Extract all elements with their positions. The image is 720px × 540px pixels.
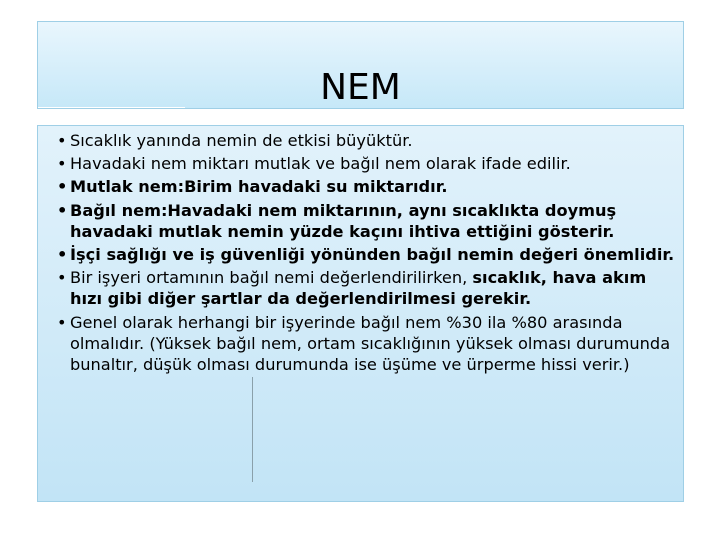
bullet-item (46, 267, 682, 309)
bullet-text: Sıcaklık yanında nemin de etkisi büyüktür. (70, 131, 413, 150)
bullet-item (46, 312, 682, 376)
title-divider (38, 107, 185, 108)
bullet-list (46, 130, 682, 377)
bullet-item (46, 244, 682, 265)
bullet-text: Havadaki nem miktarı mutlak ve bağıl nem olarak ifade edilir. (70, 154, 571, 174)
bullet-text: Mutlak nem:Birim havadaki su miktarıdır. (70, 177, 448, 197)
slide-title: NEM (320, 67, 401, 108)
bullet-item (46, 200, 682, 242)
bullet-item (46, 130, 682, 151)
title-panel (37, 21, 684, 109)
bullet-text-plain: Bir işyeri ortamının bağıl nemi değerlendirilirken, (70, 268, 468, 288)
bullet-text: İşçi sağlığı ve iş güvenliği yönünden bağıl nemin değeri önemlidir. (70, 245, 675, 265)
bullet-text: Bağıl nem:Havadaki nem miktarının, aynı sıcaklıkta doymuş havadaki mutlak nemin yüzde kaçını ihtiva ettiğini gösterir. (70, 200, 617, 241)
text-cursor-line (252, 377, 253, 482)
content-panel (37, 125, 684, 502)
bullet-item (46, 176, 682, 197)
bullet-item (46, 153, 682, 174)
bullet-text: Genel olarak herhangi bir işyerinde bağıl nem %30 ila %80 arasında olmalıdır. (Yüksek bağıl nem, ortam sıcaklığının yüksek olması durumunda bunaltır, düşük olması durumunda ise üşüme ve ürperme hissi verir.) (70, 312, 671, 375)
bullet-text-bold: sıcaklık, hava akım hızı gibi diğer şartlar da değerlendirilmesi gerekir. (70, 268, 647, 309)
